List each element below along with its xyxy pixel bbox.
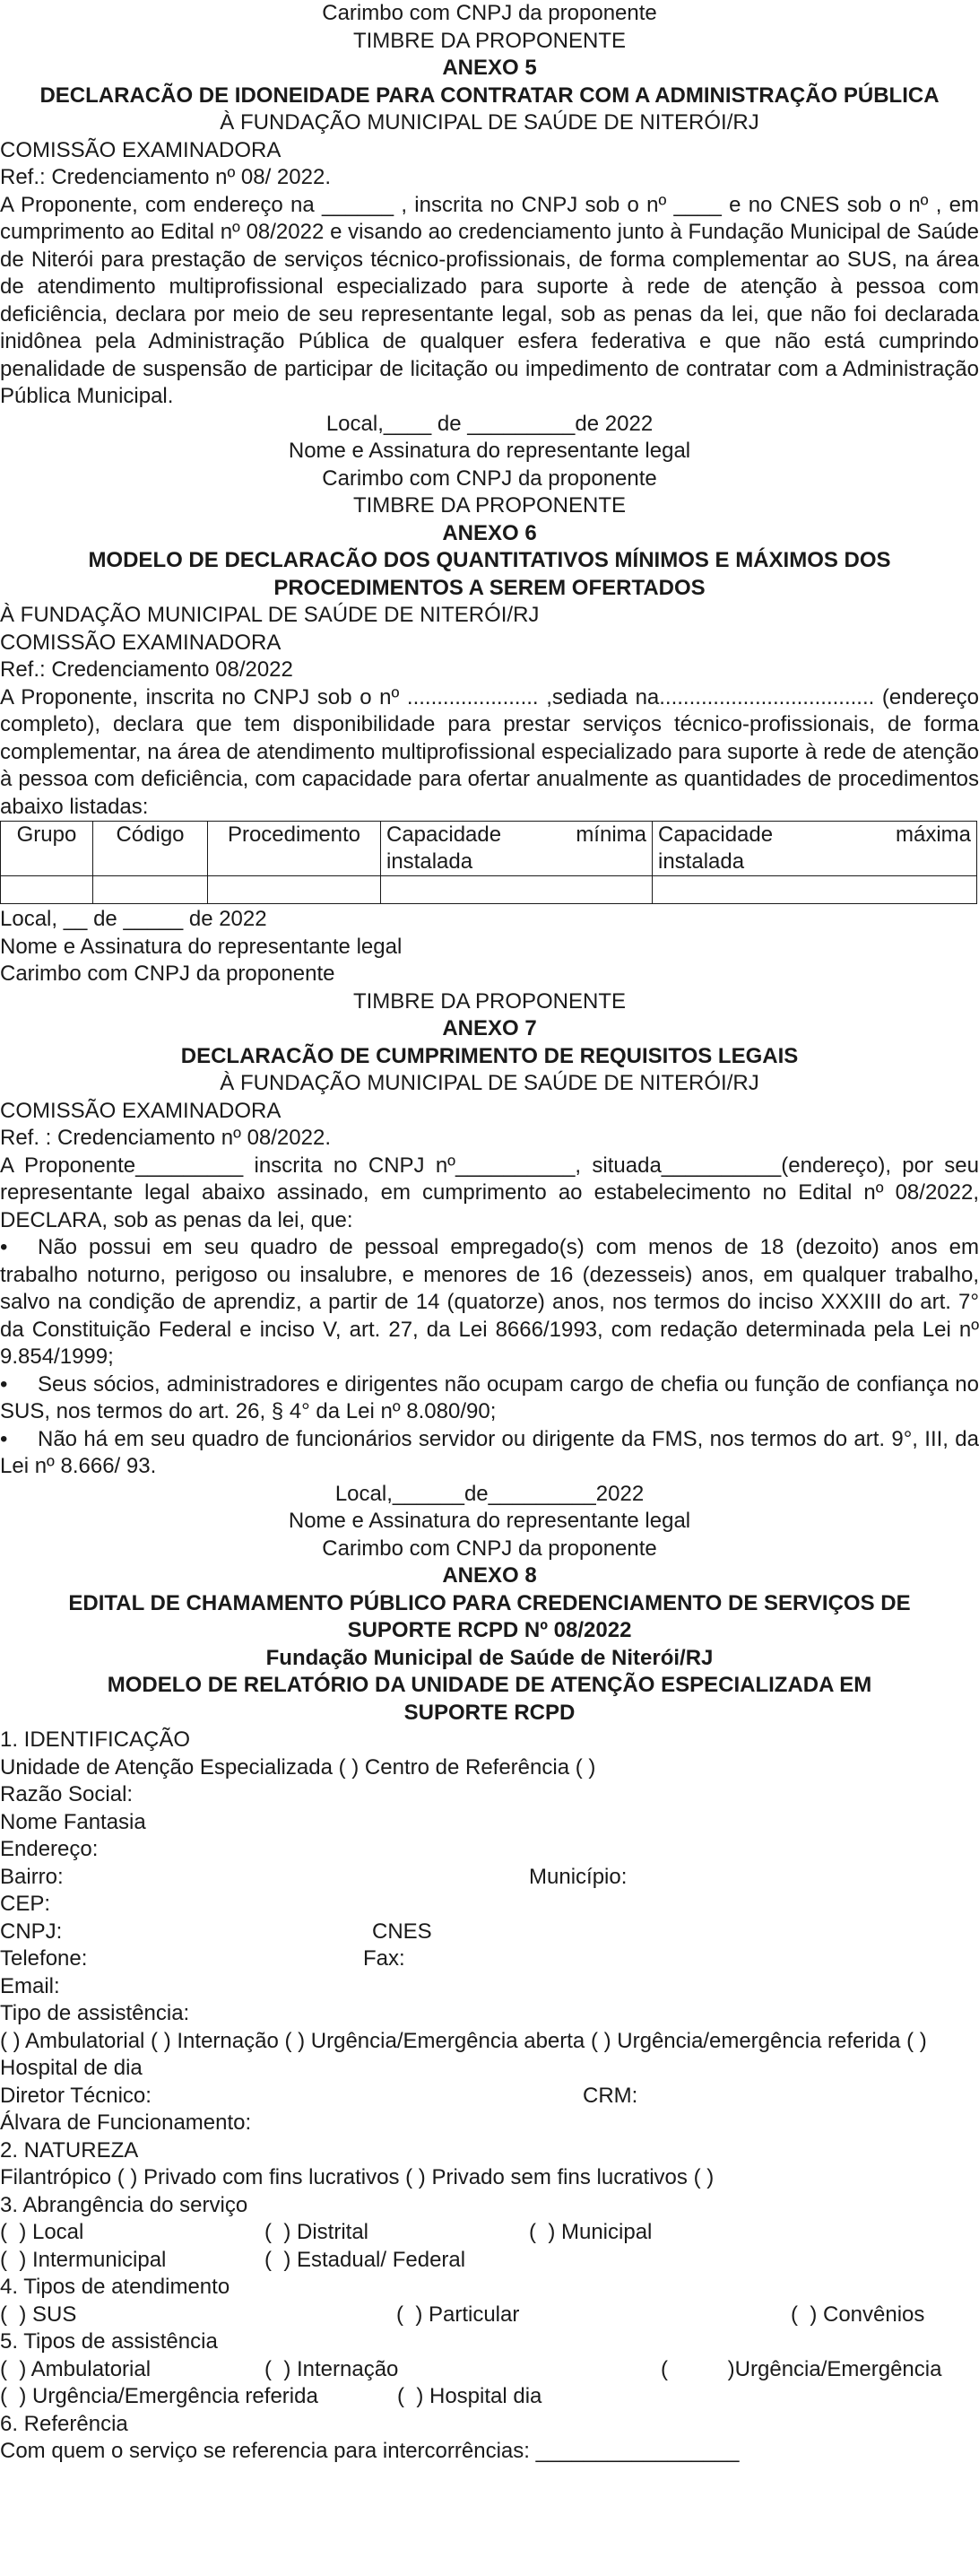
procedures-table (0, 821, 977, 904)
field-endereco: Endereço: (0, 1837, 99, 1861)
list-item (0, 1426, 979, 1481)
annex-7-heading: DECLARACÃO DE CUMPRIMENTO DE REQUISITOS LEGAIS (180, 1043, 799, 1068)
max-capacity-label: Capacidade (658, 822, 774, 847)
option-distrital: ( ) Distrital (264, 2220, 368, 2244)
annex-6-reference: Ref.: Credenciamento 08/2022 (0, 657, 293, 682)
field-cnes: CNES (372, 1919, 432, 1944)
section-referencia: 6. Referência (0, 2411, 128, 2436)
list-item-text: Seus sócios, administradores e dirigentes não ocupam cargo de chefia ou função de confiança no SUS, nos termos do art. 26, § 4° da Lei nº 8.080/90; (0, 1371, 979, 1423)
header-group: Grupo (1, 822, 93, 876)
cnpj-row (0, 1919, 979, 1946)
annex-6-committee: COMISSÃO EXAMINADORA (0, 630, 282, 655)
header-procedure: Procedimento (208, 822, 381, 876)
annex-5-local-date: Local,____ de _________de 2022 (325, 411, 654, 436)
header-min-capacity (381, 822, 653, 876)
bullet-icon: • (0, 1426, 8, 1451)
table-cell (93, 876, 208, 904)
option-internacao: ( ) Internação (264, 2356, 399, 2381)
bairro-row (0, 1864, 979, 1892)
table-header-row (1, 822, 977, 876)
annex-8 (0, 1562, 979, 2466)
annex-5-heading: DECLARACÃO DE IDONEIDADE PARA CONTRATAR COM A ADMINISTRAÇÃO PÚBLICA (39, 83, 940, 108)
field-telefone: Telefone: (0, 1946, 88, 1971)
table-cell (381, 876, 653, 904)
field-cnpj: CNPJ: (0, 1919, 63, 1944)
section-tipos-atendimento: 4. Tipos de atendimento (0, 2275, 230, 2299)
abrangencia-row-2 (0, 2247, 979, 2275)
annex-8-foundation: Fundação Municipal de Saúde de Niterói/RJ (265, 1645, 714, 1670)
option-ambulatorial: ( ) Ambulatorial (0, 2356, 152, 2381)
table-cell (208, 876, 381, 904)
annex-5-signature: Nome e Assinatura do representante legal (288, 439, 691, 463)
annex-7-stamp: Carimbo com CNPJ da proponente (322, 1536, 657, 1561)
annex-6-title: ANEXO 6 (442, 520, 537, 545)
list-item-text: Não há em seu quadro de funcionários servidor ou dirigente da FMS, nos termos do art. 9°, III, da Lei nº 8.666/ 93. (0, 1426, 979, 1478)
field-diretor: Diretor Técnico: (0, 2083, 152, 2108)
annex-6-local-date: Local, __ de _____ de 2022 (0, 907, 267, 931)
annex-7-local-date: Local,______de_________2022 (334, 1481, 645, 1506)
option-particular: ( ) Particular (396, 2302, 520, 2327)
annex-6-heading: MODELO DE DECLARACÃO DOS QUANTITATIVOS MÍNIMOS E MÁXIMOS DOS PROCEDIMENTOS A SEREM OFERTADOS (88, 548, 891, 600)
annex-8-title: ANEXO 8 (442, 1563, 537, 1588)
min-capacity-label: Capacidade (386, 822, 502, 847)
option-convenios: ( ) Convênios (791, 2302, 925, 2327)
table-row (1, 876, 977, 904)
field-cep: CEP: (0, 1892, 51, 1916)
annex-7-title: ANEXO 7 (442, 1016, 537, 1040)
option-estadual: ( ) Estadual/ Federal (264, 2247, 466, 2272)
annex-5-stamp: Carimbo com CNPJ da proponente (322, 466, 657, 491)
annex-7-signature: Nome e Assinatura do representante legal (288, 1509, 691, 1533)
annex-6 (0, 520, 979, 1016)
list-item-text: Não possui em seu quadro de pessoal empregado(s) com menos de 18 (dezoito) anos em trabalho noturno, perigoso ou insalubre, e menores de 16 (dezesseis) anos, em qualquer trabalho, salvo na condição de aprendiz, a partir de 14 (quatorze) anos, nos termos do inciso XXXIII do art. 7° da Constituição Federal e inciso V, art. 27, da Lei 8666/1993, com redação determinada pela Lei nº 9.854/1999; (0, 1235, 979, 1369)
natureza-options: Filantrópico ( ) Privado com fins lucrativos ( ) Privado sem fins lucrativos ( ) (0, 2165, 715, 2189)
option-urgencia: Urgência/Emergência (734, 2356, 942, 2381)
min-capacity-installed: instalada (386, 849, 473, 874)
annex-6-stamp: Carimbo com CNPJ da proponente (0, 962, 335, 986)
max-capacity-qualifier: máxima (895, 822, 971, 847)
annex-7-body: A Proponente_________ inscrita no CNPJ nº__________, situada__________(endereço), por seu representante legal abaixo assinado, em cumprimento ao estabelecimento no Edital nº 08/2022, DECLARA, sob as penas da lei, que: (0, 1153, 979, 1232)
section-natureza: 2. NATUREZA (0, 2137, 139, 2163)
annex-6-signature: Nome e Assinatura do representante legal (0, 934, 403, 959)
field-razao-social: Razão Social: (0, 1782, 134, 1806)
field-tipo-assistencia: Tipo de assistência: (0, 2001, 190, 2025)
field-email: Email: (0, 1973, 60, 1998)
field-crm: CRM: (583, 2083, 638, 2108)
annex-6-body: A Proponente, inscrita no CNPJ sob o nº ...................... ,sediada na.................................... (endereço completo), declara que tem disponibilidade para prestar serviços técnico-profissionais, de forma complementar, na área de atendimento multiprofissional especializado para suporte à rede de atenção à pessoa com deficiência, com capacidade para ofertar anualmente as quantidades de procedimentos abaixo listadas: (0, 684, 979, 819)
option-local: ( ) Local (0, 2220, 84, 2244)
bullet-icon: • (0, 1235, 8, 1259)
requirements-list (0, 1234, 979, 1481)
tipo-assistencia-options: ( ) Ambulatorial ( ) Internação ( ) Urgência/Emergência aberta ( ) Urgência/emergência referida ( ) Hospital de dia (0, 2028, 927, 2080)
field-bairro: Bairro: (0, 1864, 64, 1889)
annex-6-letterhead: TIMBRE DA PROPONENTE (352, 988, 627, 1014)
option-urgencia-referida: ( ) Urgência/Emergência referida (0, 2384, 318, 2408)
annex-7-reference: Ref. : Credenciamento nº 08/2022. (0, 1126, 331, 1150)
annex-5-letterhead: TIMBRE DA PROPONENTE (352, 493, 627, 518)
min-capacity-qualifier: mínima (576, 822, 646, 847)
annex-5 (0, 0, 979, 520)
director-row (0, 2083, 979, 2110)
section-tipos-assistencia: 5. Tipos de assistência (0, 2329, 218, 2354)
list-item (0, 1371, 979, 1426)
annex-5-reference: Ref.: Credenciamento nº 08/ 2022. (0, 165, 331, 189)
field-nome-fantasia: Nome Fantasia (0, 1809, 146, 1834)
section-abrangencia: 3. Abrangência do serviço (0, 2192, 248, 2217)
atendimento-row (0, 2302, 979, 2329)
abrangencia-row-1 (0, 2219, 979, 2247)
header-max-capacity (653, 822, 977, 876)
stamp-line: Carimbo com CNPJ da proponente (322, 1, 657, 25)
referencia-line: Com quem o serviço se referencia para intercorrências: _________________ (0, 2439, 740, 2463)
field-municipio: Município: (529, 1864, 628, 1889)
list-item (0, 1234, 979, 1371)
annex-5-body: A Proponente, com endereço na ______ , inscrita no CNPJ sob o nº ____ e no CNES sob o nº , em cumprimento ao Edital nº 08/2022 e visando ao credenciamento junto à Fundação Municipal de Saúde de Niterói para prestação de serviços técnico-profissionais, de forma complementar ao SUS, na área de atendimento multiprofissional especializado para suporte à rede de atenção à pessoa com deficiência, declara por meio de seu representante legal, sob as penas da lei, que não foi declarada inidônea pela Administração Pública de qualquer esfera federativa e que não está cumprindo penalidade de suspensão de participar de licitação ou impedimento de contratar com a Administração Pública Municipal. (0, 192, 979, 408)
bullet-icon: • (0, 1371, 8, 1397)
annex-8-model-title: MODELO DE RELATÓRIO DA UNIDADE DE ATENÇÃO ESPECIALIZADA EM SUPORTE RCPD (107, 1673, 872, 1725)
option-sus: ( ) SUS (0, 2302, 77, 2327)
option-intermunicipal: ( ) Intermunicipal (0, 2247, 167, 2272)
annex-6-recipient: À FUNDAÇÃO MUNICIPAL DE SAÚDE DE NITERÓI/RJ (0, 603, 540, 627)
annex-5-committee: COMISSÃO EXAMINADORA (0, 137, 282, 162)
section-identification: 1. IDENTIFICAÇÃO (0, 1727, 191, 1752)
field-alvara: Álvara de Funcionamento: (0, 2110, 252, 2135)
option-hospital-dia: ( ) Hospital dia (397, 2384, 542, 2408)
annex-7-recipient: À FUNDAÇÃO MUNICIPAL DE SAÚDE DE NITERÓI/RJ (220, 1071, 759, 1095)
assistencia-row-2 (0, 2383, 979, 2411)
table-cell (1, 876, 93, 904)
header-code: Código (93, 822, 208, 876)
max-capacity-installed: instalada (658, 849, 745, 874)
assistencia-row-1 (0, 2356, 979, 2384)
annex-5-recipient: À FUNDAÇÃO MUNICIPAL DE SAÚDE DE NITERÓI/RJ (220, 110, 759, 135)
annex-7 (0, 1015, 979, 1562)
unit-type: Unidade de Atenção Especializada ( ) Centro de Referência ( ) (0, 1754, 596, 1780)
field-fax: Fax: (363, 1946, 405, 1971)
phone-row (0, 1945, 979, 1973)
option-urgencia-paren: ( ) (661, 2356, 735, 2381)
annex-8-heading: EDITAL DE CHAMAMENTO PÚBLICO PARA CREDENCIAMENTO DE SERVIÇOS DE SUPORTE RCPD Nº 08/2022 (68, 1590, 911, 1642)
letterhead-line: TIMBRE DA PROPONENTE (352, 28, 627, 53)
annex-7-committee: COMISSÃO EXAMINADORA (0, 1098, 282, 1123)
option-municipal: ( ) Municipal (529, 2220, 653, 2244)
table-cell (653, 876, 977, 904)
annex-5-title: ANEXO 5 (442, 56, 537, 80)
